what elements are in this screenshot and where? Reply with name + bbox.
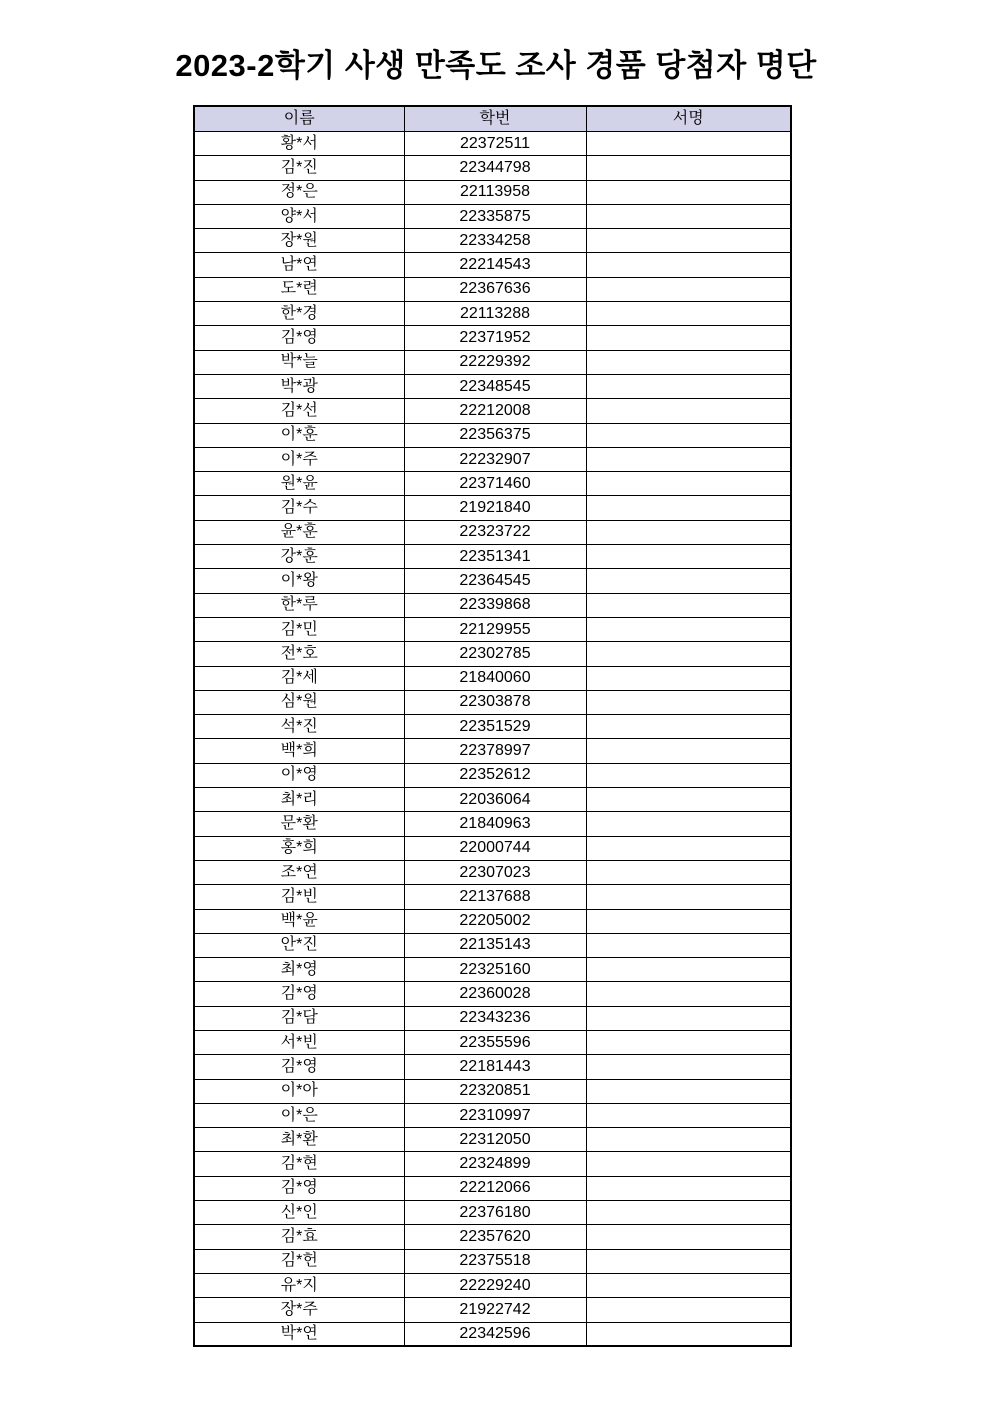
name-cell: 이*훈 [194, 423, 404, 447]
signature-cell [586, 1298, 791, 1322]
name-cell: 박*연 [194, 1322, 404, 1346]
signature-cell [586, 520, 791, 544]
student-id-cell: 22229240 [404, 1273, 586, 1297]
student-id-cell: 22348545 [404, 374, 586, 398]
signature-cell [586, 545, 791, 569]
signature-cell [586, 1006, 791, 1030]
student-id-cell: 22137688 [404, 885, 586, 909]
table-body [194, 132, 791, 1347]
table-row [194, 374, 791, 398]
table-row [194, 1273, 791, 1297]
name-cell: 이*은 [194, 1103, 404, 1127]
student-id-cell: 22214543 [404, 253, 586, 277]
signature-cell [586, 1055, 791, 1079]
name-cell: 박*광 [194, 374, 404, 398]
student-id-cell: 22324899 [404, 1152, 586, 1176]
student-id-cell: 22356375 [404, 423, 586, 447]
signature-cell [586, 1079, 791, 1103]
table-row [194, 1128, 791, 1152]
name-cell: 전*호 [194, 642, 404, 666]
signature-cell [586, 1030, 791, 1054]
table-row [194, 593, 791, 617]
signature-cell [586, 885, 791, 909]
student-id-cell: 22372511 [404, 132, 586, 156]
student-id-cell: 22342596 [404, 1322, 586, 1346]
name-cell: 김*담 [194, 1006, 404, 1030]
signature-cell [586, 374, 791, 398]
student-id-cell: 22344798 [404, 156, 586, 180]
signature-cell [586, 229, 791, 253]
name-cell: 김*진 [194, 156, 404, 180]
column-header-name: 이름 [194, 106, 404, 132]
signature-cell [586, 1128, 791, 1152]
name-cell: 강*훈 [194, 545, 404, 569]
table-row [194, 229, 791, 253]
student-id-cell: 22113288 [404, 302, 586, 326]
name-cell: 김*영 [194, 982, 404, 1006]
name-cell: 백*희 [194, 739, 404, 763]
table-row [194, 812, 791, 836]
table-row [194, 1103, 791, 1127]
student-id-cell: 22351341 [404, 545, 586, 569]
table-row [194, 885, 791, 909]
signature-cell [586, 1201, 791, 1225]
name-cell: 김*선 [194, 399, 404, 423]
name-cell: 이*주 [194, 447, 404, 471]
table-row [194, 1176, 791, 1200]
student-id-cell: 22303878 [404, 690, 586, 714]
signature-cell [586, 204, 791, 228]
table-row [194, 1079, 791, 1103]
name-cell: 장*원 [194, 229, 404, 253]
student-id-cell: 21840060 [404, 666, 586, 690]
table-row [194, 1298, 791, 1322]
student-id-cell: 22229392 [404, 350, 586, 374]
student-id-cell: 22367636 [404, 277, 586, 301]
table-row [194, 763, 791, 787]
table-row [194, 836, 791, 860]
student-id-cell: 22364545 [404, 569, 586, 593]
table-row [194, 472, 791, 496]
table-row [194, 739, 791, 763]
name-cell: 김*빈 [194, 885, 404, 909]
table-row [194, 1225, 791, 1249]
signature-cell [586, 253, 791, 277]
name-cell: 한*루 [194, 593, 404, 617]
student-id-cell: 22212008 [404, 399, 586, 423]
signature-cell [586, 739, 791, 763]
student-id-cell: 22232907 [404, 447, 586, 471]
name-cell: 장*주 [194, 1298, 404, 1322]
student-id-cell: 22181443 [404, 1055, 586, 1079]
page-title: 2023-2학기 사생 만족도 조사 경품 당첨자 명단 [175, 48, 817, 83]
table-row [194, 1006, 791, 1030]
student-id-cell: 22113958 [404, 180, 586, 204]
signature-cell [586, 593, 791, 617]
table-row [194, 399, 791, 423]
signature-cell [586, 1322, 791, 1346]
signature-cell [586, 569, 791, 593]
signature-cell [586, 1103, 791, 1127]
signature-cell [586, 666, 791, 690]
name-cell: 최*리 [194, 788, 404, 812]
table-row [194, 982, 791, 1006]
table-row [194, 933, 791, 957]
table-row [194, 617, 791, 641]
signature-cell [586, 1249, 791, 1273]
student-id-cell: 21840963 [404, 812, 586, 836]
table-row [194, 860, 791, 884]
name-cell: 김*헌 [194, 1249, 404, 1273]
student-id-cell: 22343236 [404, 1006, 586, 1030]
signature-cell [586, 180, 791, 204]
signature-cell [586, 472, 791, 496]
table-row [194, 132, 791, 156]
table-row [194, 545, 791, 569]
name-cell: 백*윤 [194, 909, 404, 933]
name-cell: 김*현 [194, 1152, 404, 1176]
student-id-cell: 22135143 [404, 933, 586, 957]
signature-cell [586, 933, 791, 957]
student-id-cell: 22307023 [404, 860, 586, 884]
signature-cell [586, 496, 791, 520]
table-row [194, 277, 791, 301]
student-id-cell: 22302785 [404, 642, 586, 666]
student-id-cell: 22212066 [404, 1176, 586, 1200]
name-cell: 석*진 [194, 715, 404, 739]
table-row [194, 1055, 791, 1079]
name-cell: 원*윤 [194, 472, 404, 496]
table-row [194, 909, 791, 933]
signature-cell [586, 690, 791, 714]
table-row [194, 180, 791, 204]
student-id-cell: 22375518 [404, 1249, 586, 1273]
signature-cell [586, 836, 791, 860]
signature-cell [586, 788, 791, 812]
signature-cell [586, 132, 791, 156]
name-cell: 심*원 [194, 690, 404, 714]
table-row [194, 1322, 791, 1346]
table-row [194, 715, 791, 739]
column-header-signature: 서명 [586, 106, 791, 132]
name-cell: 김*영 [194, 1055, 404, 1079]
signature-cell [586, 1225, 791, 1249]
name-cell: 김*영 [194, 326, 404, 350]
table-header-row [194, 106, 791, 132]
name-cell: 안*진 [194, 933, 404, 957]
table-row [194, 156, 791, 180]
signature-cell [586, 617, 791, 641]
student-id-cell: 22378997 [404, 739, 586, 763]
student-id-cell: 22000744 [404, 836, 586, 860]
name-cell: 김*효 [194, 1225, 404, 1249]
signature-cell [586, 399, 791, 423]
signature-cell [586, 642, 791, 666]
table-row [194, 1249, 791, 1273]
signature-cell [586, 423, 791, 447]
student-id-cell: 22355596 [404, 1030, 586, 1054]
name-cell: 김*영 [194, 1176, 404, 1200]
signature-cell [586, 763, 791, 787]
signature-cell [586, 302, 791, 326]
name-cell: 문*환 [194, 812, 404, 836]
table-row [194, 690, 791, 714]
signature-cell [586, 350, 791, 374]
table-row [194, 496, 791, 520]
name-cell: 이*왕 [194, 569, 404, 593]
signature-cell [586, 812, 791, 836]
signature-cell [586, 715, 791, 739]
table-row [194, 788, 791, 812]
table-row [194, 302, 791, 326]
student-id-cell: 22360028 [404, 982, 586, 1006]
student-id-cell: 22310997 [404, 1103, 586, 1127]
table-row [194, 204, 791, 228]
signature-cell [586, 1152, 791, 1176]
student-id-cell: 22036064 [404, 788, 586, 812]
name-cell: 남*연 [194, 253, 404, 277]
student-id-cell: 22376180 [404, 1201, 586, 1225]
student-id-cell: 22205002 [404, 909, 586, 933]
name-cell: 서*빈 [194, 1030, 404, 1054]
winners-table [193, 105, 792, 1347]
student-id-cell: 22357620 [404, 1225, 586, 1249]
table-row [194, 1152, 791, 1176]
table-row [194, 350, 791, 374]
signature-cell [586, 958, 791, 982]
name-cell: 도*련 [194, 277, 404, 301]
name-cell: 한*경 [194, 302, 404, 326]
student-id-cell: 22334258 [404, 229, 586, 253]
name-cell: 김*민 [194, 617, 404, 641]
table-row [194, 1201, 791, 1225]
name-cell: 유*지 [194, 1273, 404, 1297]
student-id-cell: 22371952 [404, 326, 586, 350]
signature-cell [586, 909, 791, 933]
student-id-cell: 22335875 [404, 204, 586, 228]
student-id-cell: 21922742 [404, 1298, 586, 1322]
student-id-cell: 22352612 [404, 763, 586, 787]
signature-cell [586, 982, 791, 1006]
student-id-cell: 22129955 [404, 617, 586, 641]
table-row [194, 666, 791, 690]
student-id-cell: 21921840 [404, 496, 586, 520]
signature-cell [586, 326, 791, 350]
student-id-cell: 22371460 [404, 472, 586, 496]
student-id-cell: 22323722 [404, 520, 586, 544]
name-cell: 윤*훈 [194, 520, 404, 544]
column-header-student-id: 학번 [404, 106, 586, 132]
student-id-cell: 22339868 [404, 593, 586, 617]
signature-cell [586, 447, 791, 471]
student-id-cell: 22351529 [404, 715, 586, 739]
signature-cell [586, 277, 791, 301]
name-cell: 김*수 [194, 496, 404, 520]
table-row [194, 642, 791, 666]
name-cell: 박*늘 [194, 350, 404, 374]
name-cell: 양*서 [194, 204, 404, 228]
table-row [194, 253, 791, 277]
student-id-cell: 22325160 [404, 958, 586, 982]
table-row [194, 958, 791, 982]
table-row [194, 569, 791, 593]
table-row [194, 326, 791, 350]
student-id-cell: 22312050 [404, 1128, 586, 1152]
name-cell: 최*환 [194, 1128, 404, 1152]
table-row [194, 423, 791, 447]
table-row [194, 1030, 791, 1054]
name-cell: 신*인 [194, 1201, 404, 1225]
signature-cell [586, 1273, 791, 1297]
name-cell: 조*연 [194, 860, 404, 884]
name-cell: 최*영 [194, 958, 404, 982]
name-cell: 이*영 [194, 763, 404, 787]
name-cell: 황*서 [194, 132, 404, 156]
signature-cell [586, 156, 791, 180]
signature-cell [586, 860, 791, 884]
name-cell: 김*세 [194, 666, 404, 690]
table-row [194, 520, 791, 544]
signature-cell [586, 1176, 791, 1200]
student-id-cell: 22320851 [404, 1079, 586, 1103]
name-cell: 이*아 [194, 1079, 404, 1103]
name-cell: 홍*희 [194, 836, 404, 860]
table-row [194, 447, 791, 471]
name-cell: 정*은 [194, 180, 404, 204]
